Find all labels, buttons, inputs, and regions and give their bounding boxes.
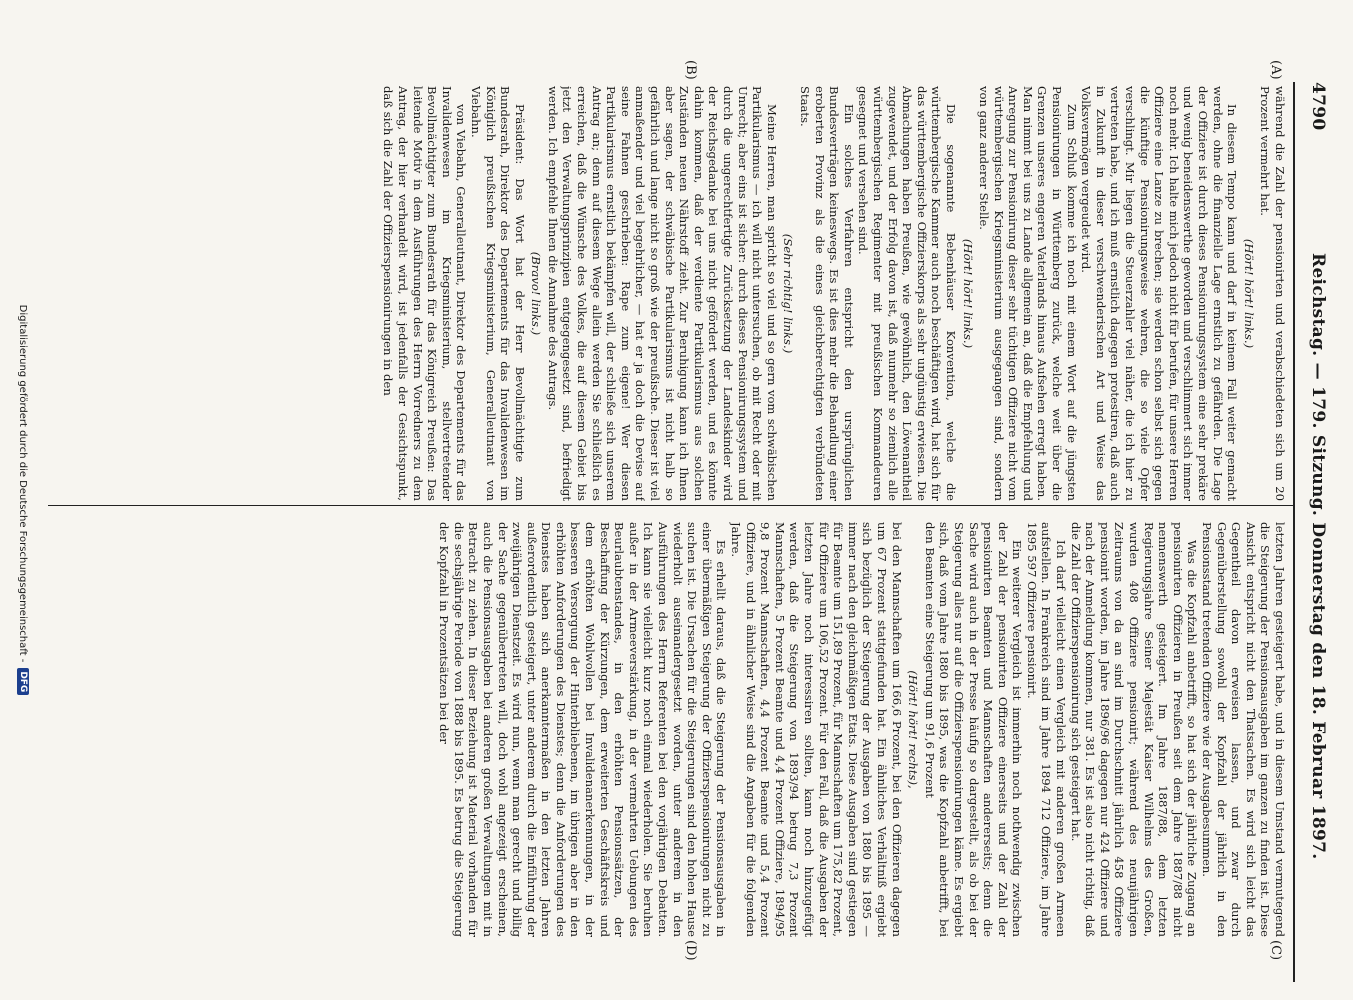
paragraph: Zum Schluß komme ich noch mit einem Wort auf die jüngsten Pensionirungen in Württemberg zurück, welche weit über die Grenzen unseres engeren Vaterlands hinaus Aufsehen erregt haben. Man nimmt bei uns zu Lande allgemein an, daß die Empfehlung und Anregung zur Pensionirung dieser sehr tüchtigen Offiziere nicht vom württembergischen Kriegsministerium ausgegangen sind, sondern von ganz anderer Stelle.	[977, 86, 1079, 501]
interjection: (Bravo! links.)	[529, 251, 544, 336]
paragraph: bei den Mannschaften um 166,6 Prozent, bei den Offizieren dagegen um 67 Prozent stattgefunden hat. Ein ähnliches Verhältniß ergiebt sich bezüglich der Steigerung der Ausgaben von 1880 bis 1895 — immer nach den gleichmäßigen Etats. Diese Ausgaben sind gestiegen für Beamte um 151,89 Prozent, für Mannschaften um 175,82 Prozent, für Offiziere um 106,52 Prozent. Für den Fall, daß die Ausgaben der letzten Jahre noch interessiren sollten, kann noch hinzugefügt werden, daß die Steigerung von 1893/94 betrug 7,3 Prozent Mannschaften, 5 Prozent Beamte und 4,4 Prozent Offiziere, 1894/95 9,8 Prozent Mannschaften, 4,4 Prozent Beamte und 5,4 Prozent Offiziere, und in ähnlicher Weise sind die Angaben für die folgenden Jahre.	[729, 522, 904, 937]
digitization-footer	[11, 0, 35, 1000]
interjection: (Sehr richtig! links.)	[781, 233, 796, 354]
paragraph: Meine Herren, man spricht so viel und so gern vom schwäbischen Partikularismus — ich will nicht untersuchen, ob mit Recht oder mit Unrecht; aber eins ist sicher: durch dieses Pensionirungssystem und durch die ungerechtfertigte Zurücksetzung der Landeskinder wird der Reichsgedanke bei uns nicht gefördert werden, und es könnte dahin kommen, daß der verdiente Partikularismus aus solchen Zuständen neuen Nährstoff zieht. Zur Beruhigung kann ich Ihnen aber sagen, der schwäbische Partikularismus ist nicht halb so gefährlich und lange nicht so groß wie der preußische. Dieser ist viel anmaßender und viel begehrlicher, — hat er ja doch die Devise auf seine Fahnen geschrieben: Rape zum eigene! Wer diesen Partikularismus ernstlich bekämpfen will, der schließe sich unserem Antrag an; denn auf diesem Wege allein werden Sie schließlich es erreichen, daß die Wünsche des Volkes, die auf diesem Gebiet bis jetzt den Verwaltungsprinzipien entgegengesetzt sind, befriedigt werden. Ich empfehle Ihnen die Annahme des Antrags.	[545, 86, 779, 501]
interjection: (Hört! hört! links.)	[960, 238, 975, 349]
left-text-column	[57, 86, 1287, 501]
right-text-column	[57, 522, 1287, 937]
page-header	[1303, 82, 1333, 982]
paragraph: während die Zahl der pensionirten und verabschiedeten sich um 20 Prozent vermehrt hat.	[1258, 86, 1287, 501]
paragraph: letzten Jahren gesteigert habe, und in diesem Umstand vermutegend die Steigerung der Pensionsausgaben im ganzen zu finden ist. Diese Ansicht entspricht nicht den Thatsachen. Es wird sich leicht das Gegentheil davon erweisen lassen, und zwar durch Gegenüberstellung sowohl der Kopfzahl der jährlich in den Pensionsstand tretenden Offiziere wie der Ausgabesummen.	[1200, 522, 1287, 937]
interjection: (Hört! hört! rechts),	[906, 670, 921, 789]
column-divider	[48, 505, 1293, 506]
page-number: 4790	[1308, 82, 1328, 131]
margin-marker-a: (A)	[1268, 60, 1283, 80]
paragraph: Ich darf vielleicht einen Vergleich mit anderen großen Armeen aufstellen. In Frankreich sind im Jahre 1894 712 Offiziere, im Jahre 1895 597 Offiziere pensionirt.	[1024, 522, 1069, 937]
margin-marker-c: (C)	[1268, 940, 1283, 961]
header-rule	[1293, 82, 1295, 982]
dfg-logo: DFG	[17, 668, 29, 695]
footer-text: Digitalisierung gefördert durch die Deutsche Forschungsgemeinschaft -	[17, 304, 29, 663]
interjection: (Hört! hört! links.)	[1241, 238, 1256, 349]
margin-marker-d: (D)	[683, 940, 698, 961]
paragraph: Präsident: Das Wort hat der Herr Bevollmächtigte zum Bundesrath, Direktor des Departements für das Invalidenwesen im Königlich preußischen Kriegsministerium, Generalleutnant von Viebahn.	[468, 86, 527, 501]
paragraph: Ein weiterer Vergleich ist immerhin noch nothwendig zwischen der Zahl der pensionirten Offiziere einerseits und der Zahl der pensionirten Beamten und Mannschaften andererseits; denn die Sache wird auch in der Presse häufig so dargestellt, als ob bei der Steigerung alles nur auf die Offizierspensionirungen käme. Es ergiebt sich, daß vom Jahre 1880 bis 1895, was die Kopfzahl anbetrifft, bei den Beamten eine Steigerung um 91,6 Prozent	[922, 522, 1025, 937]
paragraph: von Viebahn, Generalleutnant, Direktor des Departements für das Invalidenwesen im Kriegsministerium, stellvertretender Bevollmächtigter zum Bundesrath für das Königreich Preußen: Das leitende Motiv in dem Ausführungen des Herrn Vorredners zu dem Antrag, der hier verhandelt wird, ist jedenfalls der Gesichtspunkt, daß sich die Zahl der Offizierspensionirungen in den	[381, 86, 469, 501]
paragraph: Es erhellt daraus, daß die Steigerung der Pensionsausgaben in einer übermäßigen Steigerung der Offizierspensionirungen nicht zu suchen ist. Die Ursachen für die Steigerungen sind den hohen Hause wiederholt auseinandergesetzt worden, unter anderem in den Ausführungen des Herrn Referenten bei den vorjährigen Debatten. Ich kann sie vielleicht kurz noch einmal wiederholen. Sie beruhen außer in der Armeeverstärkung, in der vermehrten Uebungen des Beurlaubtenstandes, in den erhöhten Pensionssätzen, der Beschaffung der Kürzungen, dem erweiterten Geschäftskreis und dem erhöhten Wohlwollen bei Invalidenanerkennungen, in der besseren Versorgung der Hinterbliebenen, im übrigen aber in den erhöhten Anforderungen des Dienstes; denn die Anforderungen des Dienstes haben sich anerkanntermaßen in den letzten Jahren außerordentlich gesteigert, unter anderem durch die Einführung der zweijährigen Dienstzeit. Es wird nun, wenn man gerecht und billig der Sache gegenübertreten will, doch wohl angezeigt erscheinen, auch die Pensionsausgaben bei anderen großen Verwaltungen mit in Betracht zu ziehen. In dieser Beziehung ist Material vorhanden für die sechsjährige Periode von 1888 bis 1895. Es betrug die Steigerung der Kopfzahl in Prozentsätzen bei der	[437, 522, 729, 937]
paragraph: In diesem Tempo kann und darf in keinem Fall weiter gemacht werden, ohne die finanzielle Lage ernstlich zu gefährden. Die Lage der Offiziere ist durch dieses Pensionirungssystem eine sehr prekäre und wenig beneidenswerthe geworden und verschlimmert sich immer noch mehr. Ich halte mich jedoch nicht für berufen, für unsere Herren Offiziere eine Lanze zu brechen; sie werden schon selbst sich gegen die künftige Pensionirungsweise wehren, die so viele Opfer verschlingt. Mir liegen die Steuerzahler viel näher, die ich hier zu vertreten habe, und ich muß ernstlich dagegen protestiren, daß auch in Zukunft in dieser verschwenderischen Art und Weise das Volksvermögen vergeudet wird.	[1079, 86, 1240, 501]
page-title: Reichstag. — 179. Sitzung. Donnerstag den 18. Februar 1897.	[1308, 253, 1328, 860]
paragraph: Was die Kopfzahl anbetrifft, so hat sich der jährliche Zugang an pensionirten Offizieren in Preußen seit dem Jahre 1887/88 nicht nennenswerth gesteigert. Im Jahre 1887/88, dem letzten Regierungsjahre Seiner Majestät Kaiser Wilhelms des Großen, wurden 408 Offiziere pensionirt; während des neunjährigen Zeitraums von da an sind im Durchschnitt jährlich 458 Offiziere pensionirt worden, im Jahre 1896/96 dagegen nur 424 Offiziere und nach der Anmeldung kommen, nur 381. Es ist also nicht richtig, daß die Zahl der Offizierspensionirung sich gesteigert hat.	[1068, 522, 1200, 937]
paragraph: Die sogenannte Bebenhäuser Konvention, welche die württembergische Kammer auch noch beschäftigen wird, hat sich für das württembergische Offizierskorps als sehr ungünstig erwiesen. Die Abmachungen haben Preußen, wie gewöhnlich, den Löwenantheil zugewendet, und der Erfolg davon ist, daß nunmehr so ziemlich alle württembergischen Regimenter mit preußischen Kommandeuren gesegnet und versehen sind.	[856, 86, 958, 501]
margin-marker-b: (B)	[683, 60, 698, 80]
paragraph: Ein solches Verfahren entspricht den ursprünglichen Bundesverträgen keineswegs. Es ist dies mehr die Behandlung einer eroberten Provinz als die eines gleichberechtigten verbündeten Staats.	[798, 86, 856, 501]
